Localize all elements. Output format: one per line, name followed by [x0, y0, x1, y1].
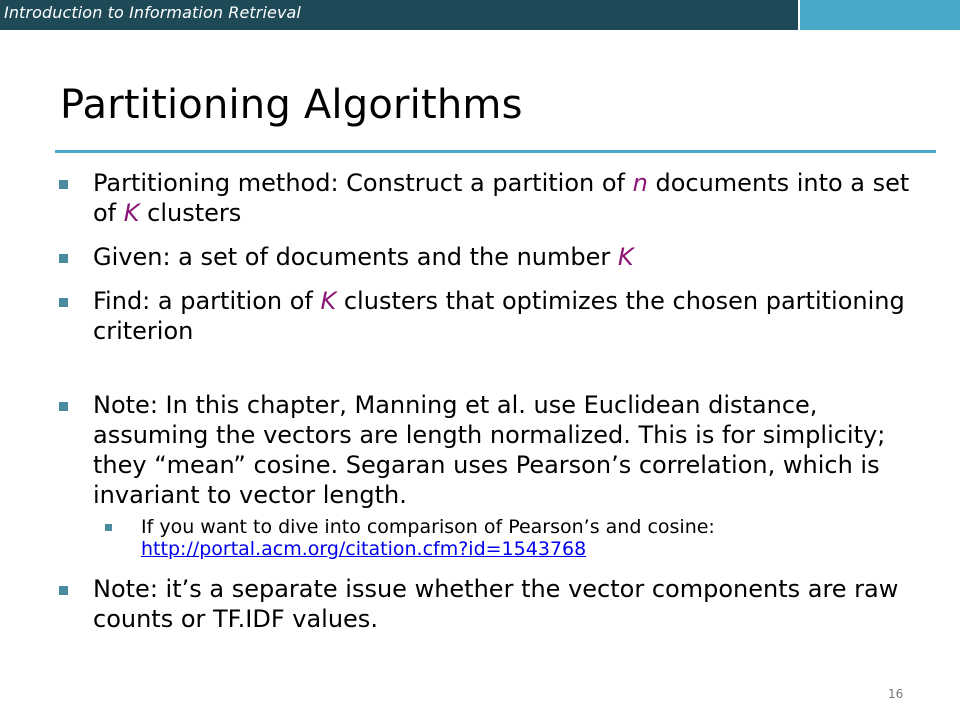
bullet-note-euclidean — [57, 390, 927, 510]
header-accent-block — [800, 0, 960, 30]
course-title: Introduction to Information Retrieval — [4, 3, 301, 22]
bullet-text: Note: In this chapter, Manning et al. use Euclidean distance, assuming the vectors are length normalized. This is for simplicity; they “mean” cosine. Segaran uses Pearson’s correlation, which is invariant to vector length. — [93, 391, 886, 509]
bullet-square-icon — [59, 298, 68, 307]
page-number: 16 — [888, 687, 904, 701]
bullet-given — [57, 242, 927, 272]
bullet-text: Note: it’s a separate issue whether the vector components are raw counts or TF.IDF values. — [93, 575, 899, 633]
bullet-find — [57, 286, 927, 346]
bullet-square-icon — [59, 180, 68, 189]
bullet-square-icon — [59, 402, 68, 411]
bullet-text: Partitioning method: Construct a partition of — [93, 169, 633, 197]
variable-k: K — [320, 287, 337, 315]
bullet-text: clusters — [139, 199, 242, 227]
acm-citation-link[interactable]: http://portal.acm.org/citation.cfm?id=1543768 — [141, 538, 587, 560]
sub-bullet-text: If you want to dive into comparison of Pearson’s and cosine: — [141, 516, 715, 538]
slide-title: Partitioning Algorithms — [60, 82, 523, 128]
bullet-list — [57, 168, 927, 648]
sub-bullet-square-icon — [105, 524, 112, 531]
title-divider — [55, 150, 936, 153]
bullet-partitioning-method — [57, 168, 927, 228]
bullet-text: documents into a set of — [93, 169, 910, 227]
bullet-square-icon — [59, 254, 68, 263]
bullet-square-icon — [59, 586, 68, 595]
sub-bullet-comparison — [93, 516, 927, 560]
bullet-text: Find: a partition of — [93, 287, 321, 315]
header-bar — [0, 0, 798, 30]
variable-k: K — [617, 243, 634, 271]
bullet-text: clusters that optimizes the chosen partitioning criterion — [93, 287, 905, 345]
bullet-note-components — [57, 574, 927, 634]
variable-k: K — [123, 199, 140, 227]
bullet-text: Given: a set of documents and the number — [93, 243, 618, 271]
variable-n: n — [632, 169, 648, 197]
